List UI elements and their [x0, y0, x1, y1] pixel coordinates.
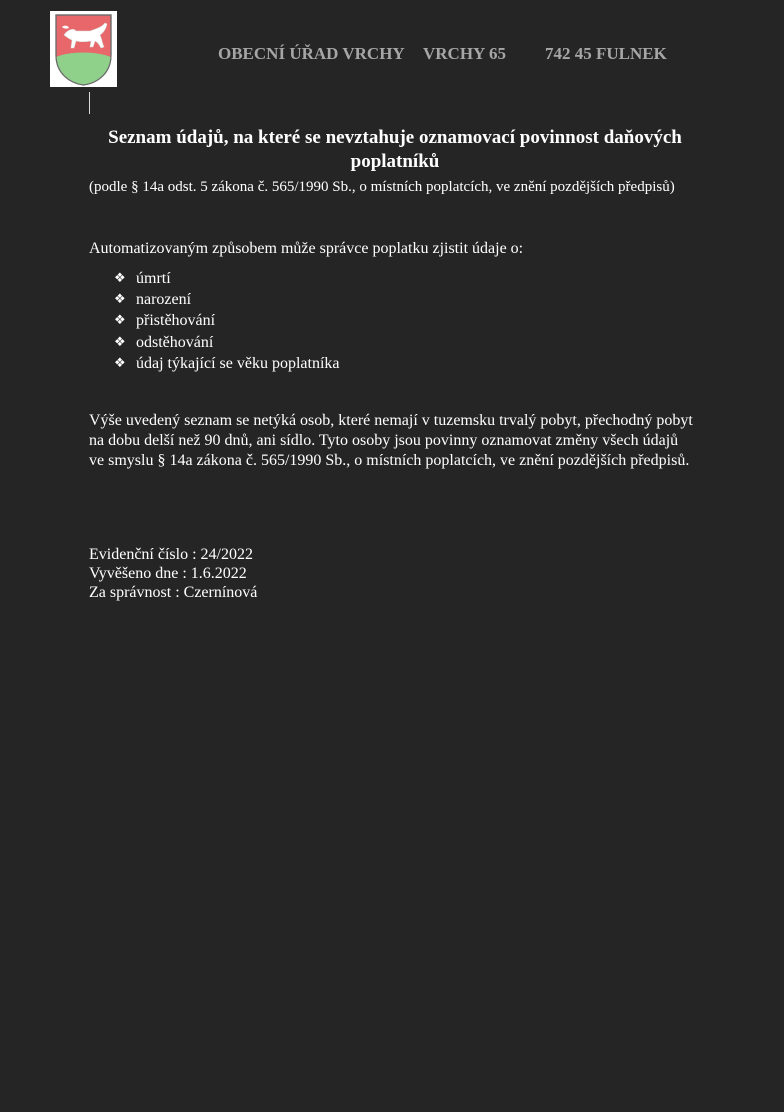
data-items-list: [114, 268, 697, 374]
list-item-label: odstěhování: [136, 333, 214, 351]
office-header: [0, 44, 784, 66]
list-item: [114, 268, 697, 289]
list-item: [114, 310, 697, 331]
diamond-bullet-icon: ❖: [114, 271, 126, 286]
document-subtitle: (podle § 14a odst. 5 zákona č. 565/1990 Sb., o místních poplatcích, ve znění pozdějších předpisů): [89, 179, 675, 195]
intro-text: Automatizovaným způsobem může správce poplatku zjistit údaje o:: [89, 240, 524, 257]
list-item-label: úmrtí: [136, 270, 171, 287]
list-item-label: údaj týkající se věku poplatníka: [136, 354, 340, 372]
diamond-bullet-icon: ❖: [114, 355, 126, 371]
list-item-label: narození: [136, 291, 192, 309]
diamond-bullet-icon: ❖: [114, 313, 126, 329]
list-item: [114, 289, 697, 310]
office-street: VRCHY 65: [423, 44, 506, 63]
exemption-paragraph: Výše uvedený seznam se netýká osob, které nemají v tuzemsku trvalý pobyt, přechodný pobyt na dobu delší než 90 dnů, ani sídlo. Tyto osoby jsou povinny oznamovat změny všech údajů ve smyslu § 14a zákona č. 565/1990 Sb., o místních poplatcích, ve znění pozdějších předpisů.: [89, 412, 693, 470]
diamond-bullet-icon: ❖: [114, 334, 126, 350]
responsible-person: Za správnost : Czernínová: [89, 584, 258, 602]
evidence-number: Evidenční číslo : 24/2022: [89, 546, 253, 564]
document-title: Seznam údajů, na které se nevztahuje oznamovací povinnost daňových poplatníků: [108, 127, 682, 172]
diamond-bullet-icon: ❖: [114, 292, 126, 308]
text-cursor-divider: [89, 92, 90, 114]
office-name: OBECNÍ ÚŘAD VRCHY: [218, 44, 405, 63]
document-body: [89, 126, 697, 602]
posted-date: Vyvěšeno dne : 1.6.2022: [89, 565, 247, 583]
list-item-label: přistěhování: [136, 312, 216, 330]
office-city: 742 45 FULNEK: [545, 44, 667, 63]
document-meta: [89, 545, 697, 602]
list-item: [114, 332, 697, 353]
list-item: [114, 353, 697, 374]
